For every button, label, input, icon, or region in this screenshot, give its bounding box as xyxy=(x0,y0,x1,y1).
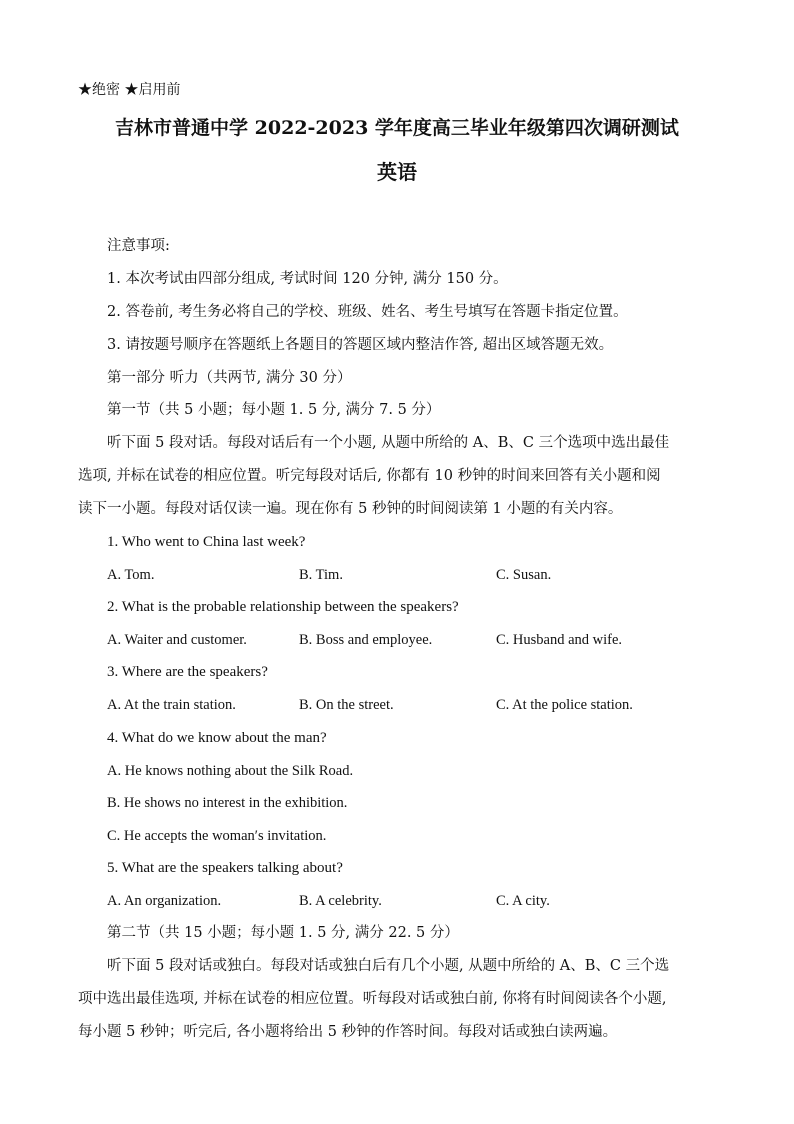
confidential-label: ★绝密 ★启用前 xyxy=(78,82,181,98)
exam-subject: 英语 xyxy=(377,160,417,184)
option-c: C. He accepts the woman′s invitation. xyxy=(107,828,327,844)
option-c: C. Husband and wife. xyxy=(496,632,623,648)
option-b: B. He shows no interest in the exhibition. xyxy=(107,795,348,811)
section2-instruction: 听下面 5 段对话或独白。每段对话或独白后有几个小题, 从题中所给的 A、B、C 三个选 xyxy=(107,958,670,974)
section2-instruction: 每小题 5 秒钟；听完后, 各小题将给出 5 秒钟的作答时间。每段对话或独白读两遍。 xyxy=(78,1024,618,1040)
section1-heading: 第一节（共 5 小题；每小题 1. 5 分, 满分 7. 5 分） xyxy=(107,402,441,418)
option-a: A. Waiter and customer. xyxy=(107,632,247,648)
option-a: A. At the train station. xyxy=(107,697,236,713)
question-5: 5. What are the speakers talking about? xyxy=(107,860,343,876)
notice-item: 2. 答卷前, 考生务必将自己的学校、班级、姓名、考生号填写在答题卡指定位置。 xyxy=(107,304,628,320)
section1-instruction: 选项, 并标在试卷的相应位置。听完每段对话后, 你都有 10 秒钟的时间来回答有关小题和阅 xyxy=(78,468,661,484)
option-b: B. A celebrity. xyxy=(299,893,382,909)
option-a: A. He knows nothing about the Silk Road. xyxy=(107,763,354,779)
option-c: C. At the police station. xyxy=(496,697,633,713)
notice-item: 1. 本次考试由四部分组成, 考试时间 120 分钟, 满分 150 分。 xyxy=(107,271,508,287)
option-c: C. A city. xyxy=(496,893,550,909)
option-b: B. Tim. xyxy=(299,567,343,583)
notice-heading: 注意事项: xyxy=(107,238,170,254)
section2-instruction: 项中选出最佳选项, 并标在试卷的相应位置。听每段对话或独白前, 你将有时间阅读各个小题, xyxy=(78,991,667,1007)
section1-instruction: 读下一小题。每段对话仅读一遍。现在你有 5 秒钟的时间阅读第 1 小题的有关内容。 xyxy=(78,501,623,517)
question-3: 3. Where are the speakers? xyxy=(107,664,268,680)
option-c: C. Susan. xyxy=(496,567,552,583)
section2-heading: 第二节（共 15 小题；每小题 1. 5 分, 满分 22. 5 分） xyxy=(107,925,459,941)
option-a: A. An organization. xyxy=(107,893,222,909)
option-b: B. Boss and employee. xyxy=(299,632,433,648)
section1-instruction: 听下面 5 段对话。每段对话后有一个小题, 从题中所给的 A、B、C 三个选项中选出最佳 xyxy=(107,435,670,451)
question-4: 4. What do we know about the man? xyxy=(107,730,327,746)
part1-heading: 第一部分 听力（共两节, 满分 30 分） xyxy=(107,370,352,386)
notice-item: 3. 请按题号顺序在答题纸上各题目的答题区域内整洁作答, 超出区域答题无效。 xyxy=(107,337,614,353)
option-a: A. Tom. xyxy=(107,567,155,583)
question-2: 2. What is the probable relationship between the speakers? xyxy=(107,599,459,615)
exam-title: 吉林市普通中学 2022-2023 学年度高三毕业年级第四次调研测试 xyxy=(115,117,679,139)
option-b: B. On the street. xyxy=(299,697,394,713)
question-1: 1. Who went to China last week? xyxy=(107,534,306,550)
